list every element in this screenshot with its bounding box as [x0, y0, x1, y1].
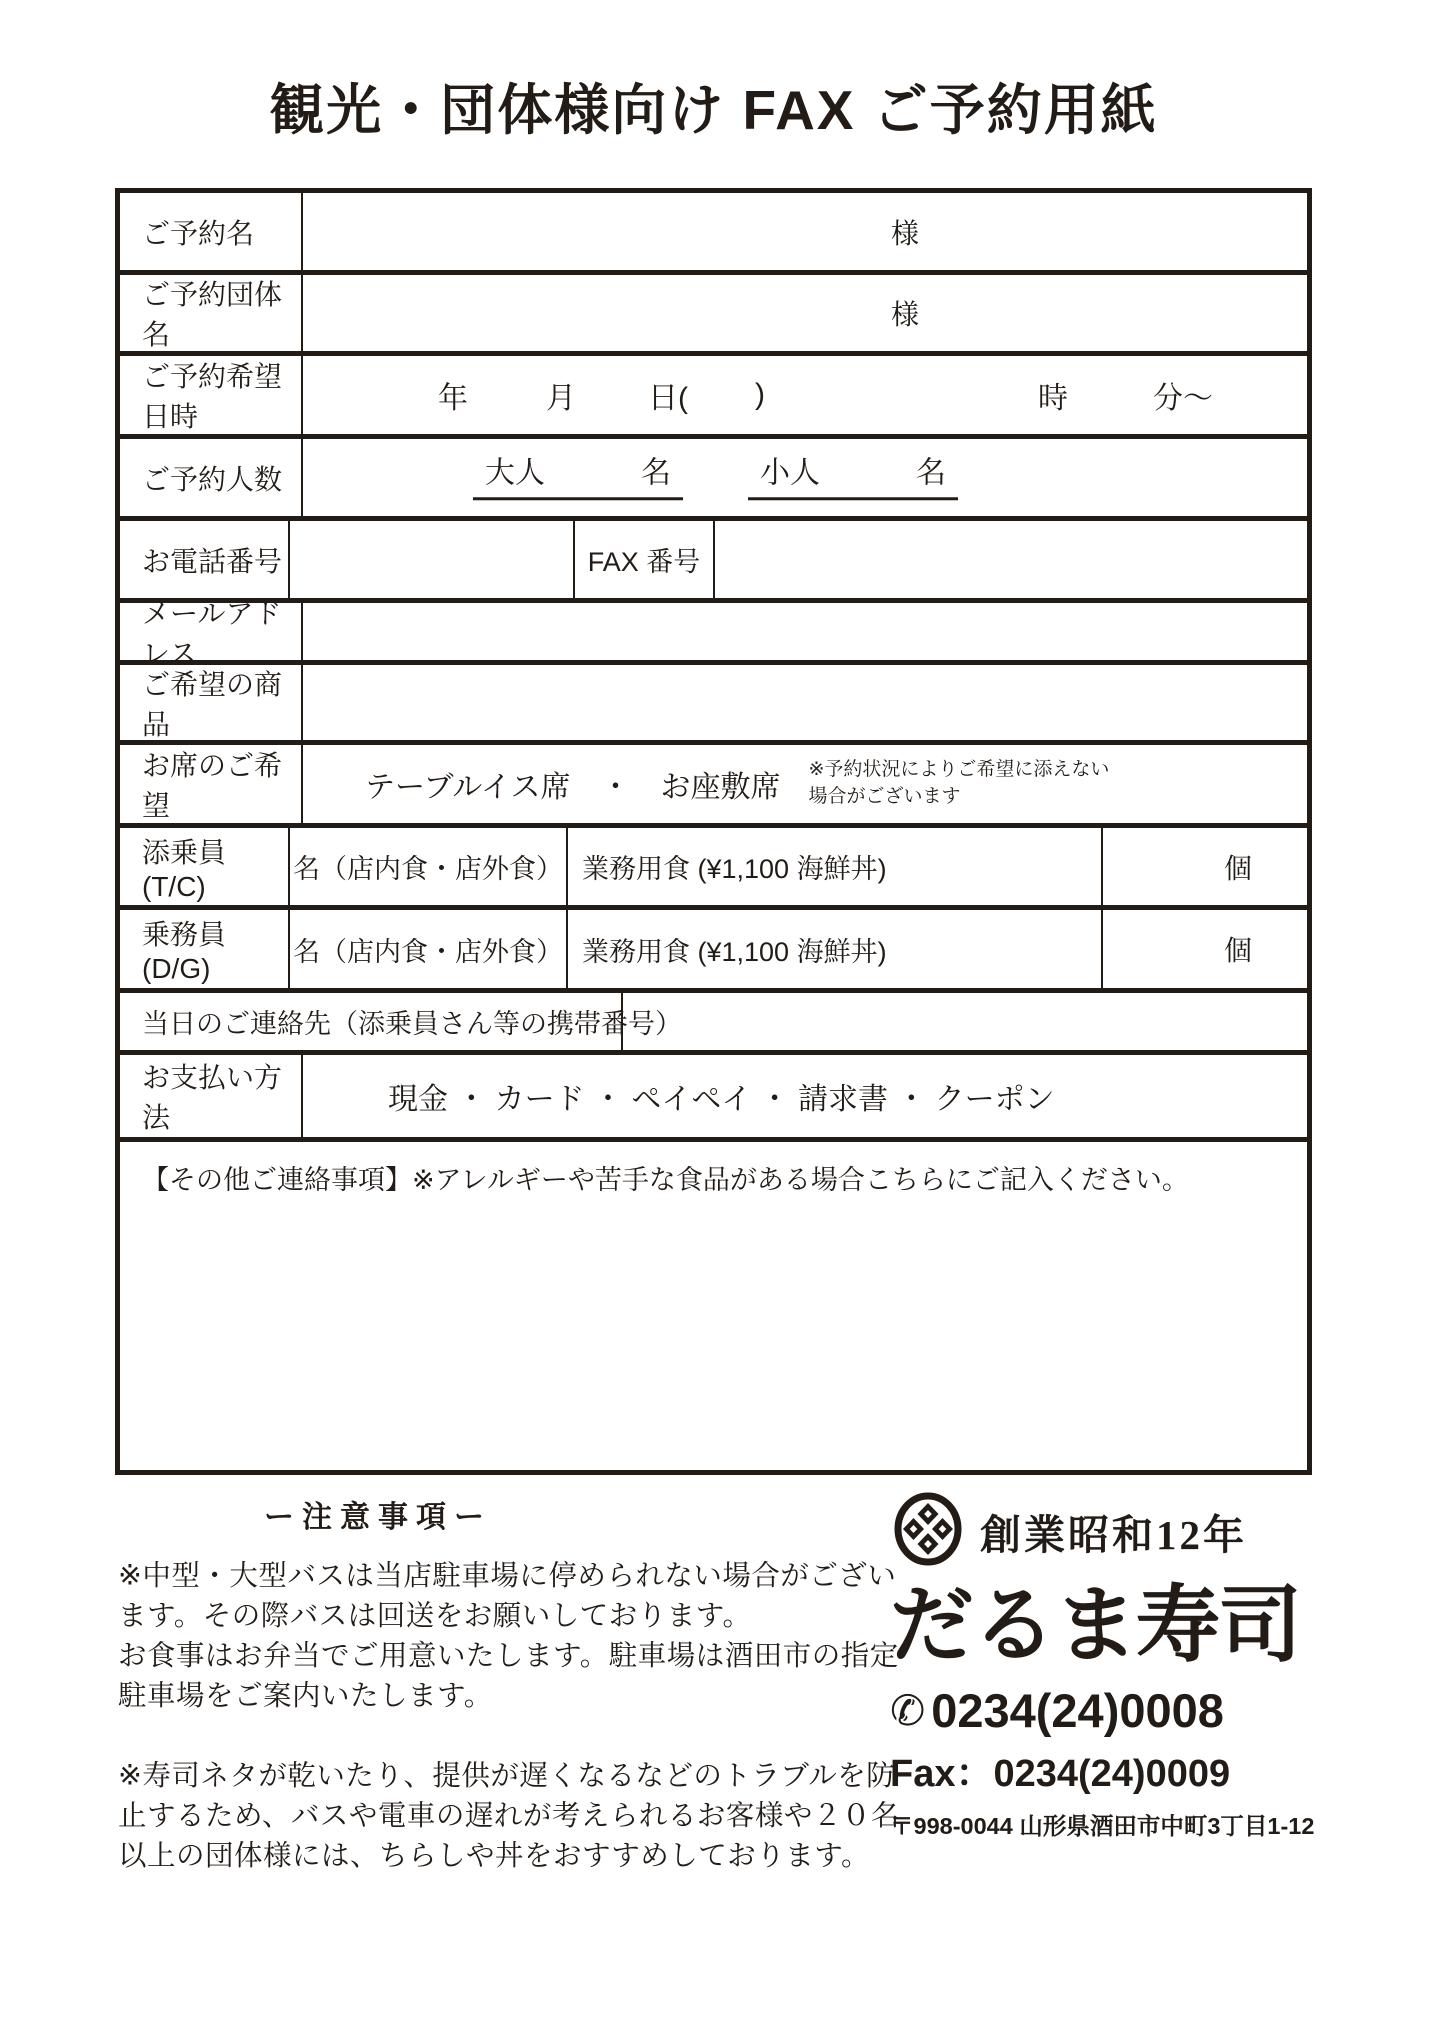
row-seat-preference [120, 745, 1307, 828]
email-label: メールアドレス [120, 603, 303, 660]
phone-number-label: お電話番号 [120, 521, 290, 598]
diamond-crest-icon [890, 1490, 966, 1573]
row-payment-method [120, 1055, 1307, 1142]
phone-icon: ✆ [890, 1686, 926, 1734]
party-size-input-area[interactable] [303, 439, 1307, 516]
notice-paragraph-bus [118, 1556, 899, 1716]
fax-number: Fax：0234(24)0009 [890, 1753, 1231, 1795]
child-label: 小人 [760, 455, 820, 489]
dg-meal-type-field[interactable]: 名（店内食・店外食） [290, 910, 568, 988]
day-of-contact-input-area[interactable] [623, 993, 1307, 1050]
desired-product-label: ご希望の商品 [120, 665, 303, 740]
telephone-row [890, 1683, 1320, 1738]
dg-quantity-field[interactable]: 個 [1223, 935, 1252, 966]
seat-preference-options-area [303, 745, 1307, 823]
row-other-remarks [120, 1142, 1307, 1470]
row-group-name [120, 275, 1307, 356]
child-unit: 名 [916, 455, 946, 489]
minute-unit: 分～ [1153, 382, 1213, 415]
email-input-area[interactable] [303, 603, 1307, 660]
notice-heading: ー注意事項ー [264, 1501, 492, 1534]
row-tour-conductor [120, 828, 1307, 910]
month-unit: 月 [546, 382, 576, 415]
other-remarks-input-area[interactable] [142, 1197, 1287, 1437]
desired-datetime-input-area[interactable] [303, 356, 1307, 434]
year-unit: 年 [438, 382, 468, 415]
other-remarks-label: 【その他ご連絡事項】※アレルギーや苦手な食品がある場合こちらにご記入ください。 [142, 1165, 1189, 1195]
hour-unit: 時 [1038, 382, 1068, 415]
day-of-contact-label: 当日のご連絡先（添乗員さん等の携帯番号） [120, 993, 623, 1050]
child-count-field[interactable] [748, 447, 958, 500]
row-email [120, 597, 1307, 669]
row-party-size [120, 439, 1307, 521]
fax-number-input-area[interactable] [715, 521, 1307, 598]
shop-address: 〒998-0044 山形県酒田市中町3丁目1-12 [890, 1813, 1315, 1839]
party-size-label: ご予約人数 [120, 439, 303, 516]
notice-line: 以上の団体様には、ちらしや丼をおすすめしております。 [118, 1840, 871, 1872]
day-unit: 日( [648, 382, 688, 415]
notice-line: 駐車場をご案内いたします。 [118, 1680, 493, 1712]
row-desired-product [120, 665, 1307, 745]
seat-options: テーブルイス席 ・ お座敷席 [365, 771, 781, 804]
brand-row [890, 1490, 1320, 1573]
adult-count-field[interactable] [473, 447, 683, 500]
fax-number-label: FAX 番号 [575, 521, 715, 598]
page-title: 観光・団体様向け FAX ご予約用紙 [269, 79, 1158, 141]
desired-product-input-area[interactable] [303, 665, 1307, 740]
row-desired-datetime [120, 356, 1307, 439]
notice-line: ます。その際バスは回送をお願いしております。 [118, 1600, 752, 1632]
payment-method-label: お支払い方法 [120, 1055, 303, 1137]
row-reservation-name [120, 193, 1307, 275]
seat-preference-label: お席のご希望 [120, 745, 303, 823]
honorific-suffix: 様 [891, 299, 920, 330]
phone-number-input-area[interactable] [290, 521, 575, 598]
driver-guide-label: 乗務員 (D/G) [120, 910, 290, 988]
telephone-number: 0234(24)0008 [931, 1684, 1224, 1737]
adult-unit: 名 [641, 455, 671, 489]
seat-note-line1: ※予約状況によりご希望に添えない [808, 759, 1110, 781]
tc-meal-type-field[interactable]: 名（店内食・店外食） [290, 828, 568, 905]
weekday-paren-close: ) [755, 378, 765, 411]
dg-staff-meal-field: 業務用食 (¥1,100 海鮮丼) [568, 910, 1103, 988]
payment-options-area [303, 1055, 1307, 1137]
notice-line: ※中型・大型バスは当店駐車場に停められない場合がござい [118, 1560, 897, 1592]
seat-availability-note [809, 757, 1110, 810]
notice-line: 止するため、バスや電車の遅れが考えられるお客様や２０名 [118, 1800, 900, 1832]
group-name-input-area[interactable] [303, 275, 1307, 351]
reservation-table [115, 188, 1312, 1475]
honorific-suffix: 様 [891, 217, 920, 249]
reservation-name-input-area[interactable] [303, 193, 1307, 270]
notice-paragraph-sushi [118, 1756, 900, 1876]
desired-datetime-label: ご予約希望日時 [120, 356, 303, 434]
row-driver-guide [120, 910, 1307, 993]
shop-info-section [890, 1490, 1320, 1841]
shop-name: だるま寿司 [890, 1580, 1301, 1673]
group-name-label: ご予約団体名 [120, 275, 303, 351]
notice-line: お食事はお弁当でご用意いたします。駐車場は酒田市の指定 [118, 1640, 899, 1672]
tc-quantity-field[interactable]: 個 [1223, 852, 1252, 884]
adult-label: 大人 [485, 455, 545, 489]
notice-line: ※寿司ネタが乾いたり、提供が遅くなるなどのトラブルを防 [118, 1760, 896, 1792]
row-day-of-contact [120, 993, 1307, 1055]
tc-staff-meal-field: 業務用食 (¥1,100 海鮮丼) [568, 828, 1103, 905]
reservation-name-label: ご予約名 [120, 193, 303, 270]
notice-section [118, 1492, 900, 1876]
shop-tagline: 創業昭和12年 [980, 1512, 1247, 1558]
payment-options: 現金 ・ カード ・ ペイペイ ・ 請求書 ・ クーポン [388, 1083, 1055, 1116]
tour-conductor-label: 添乗員 (T/C) [120, 828, 290, 905]
seat-note-line2: 場合がございます [808, 786, 961, 807]
